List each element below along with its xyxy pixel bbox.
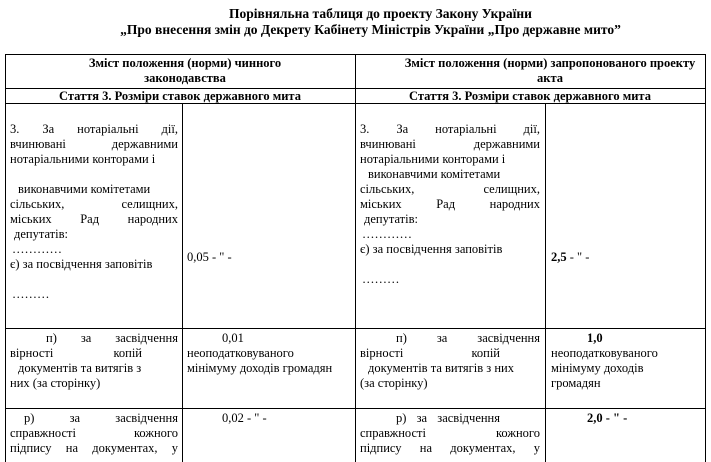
row1-proposed-rate-suffix: - " -	[566, 250, 590, 264]
document-subtitle: „Про внесення змін до Декрету Кабінету Міністрів України „Про державне мито”	[120, 22, 621, 37]
row1-proposed-rate	[551, 250, 589, 265]
row3-current-rate: 0,02 - " -	[222, 411, 267, 425]
row3-current-text: р) за засвідчення справжності кожного підпису на документах, у	[10, 411, 178, 455]
table-right-border	[705, 54, 706, 462]
row1-proposed-text: 3. За нотаріальні дії, вчинювані державними нотаріальними конторами і виконавчими комітетами сільських, селищних, міських Рад народних депутатів: ………… є) за посвідчення заповітів ………	[360, 122, 540, 286]
row1-proposed-rate-value: 2,5	[551, 250, 567, 264]
current-rate-divider	[182, 103, 183, 462]
row2-proposed-rate: 1,0 неоподатковуваного мінімуму доходів громадян	[551, 331, 658, 390]
header-current-law: Зміст положення (норми) чинного законодавства	[88, 56, 282, 85]
table-left-border	[5, 54, 6, 462]
document-title: Порівняльна таблиця до проекту Закону України	[229, 6, 532, 21]
article-title-current: Стаття 3. Розміри ставок державного мита	[59, 89, 301, 103]
row3-proposed-text: р) за засвідчення справжності кожного підпису на документах, у	[360, 411, 540, 455]
row3-proposed-rate: 2,0 - " -	[587, 411, 628, 425]
row2-current-text: п) за засвідчення вірності копій документів та витягів з них (за сторінку)	[10, 331, 178, 390]
article-title-proposed: Стаття 3. Розміри ставок державного мита	[409, 89, 651, 103]
row2-proposed-text: п) за засвідчення вірності копій документів та витягів з них (за сторінку)	[360, 331, 540, 390]
table-center-divider	[355, 54, 356, 462]
row2-current-rate: 0,01 неоподатковуваного мінімуму доходів громадян	[187, 331, 333, 375]
proposed-rate-divider	[545, 103, 546, 462]
row1-current-text: 3. За нотаріальні дії, вчинювані державними нотаріальними конторами і виконавчими комітетами сільських, селищних, міських Рад народних депутатів: ………… є) за посвідчення заповітів ………	[10, 122, 178, 301]
row1-current-rate: 0,05 - " -	[187, 250, 232, 264]
header-proposed-act: Зміст положення (норми) запропонованого проекту акта	[404, 56, 696, 85]
